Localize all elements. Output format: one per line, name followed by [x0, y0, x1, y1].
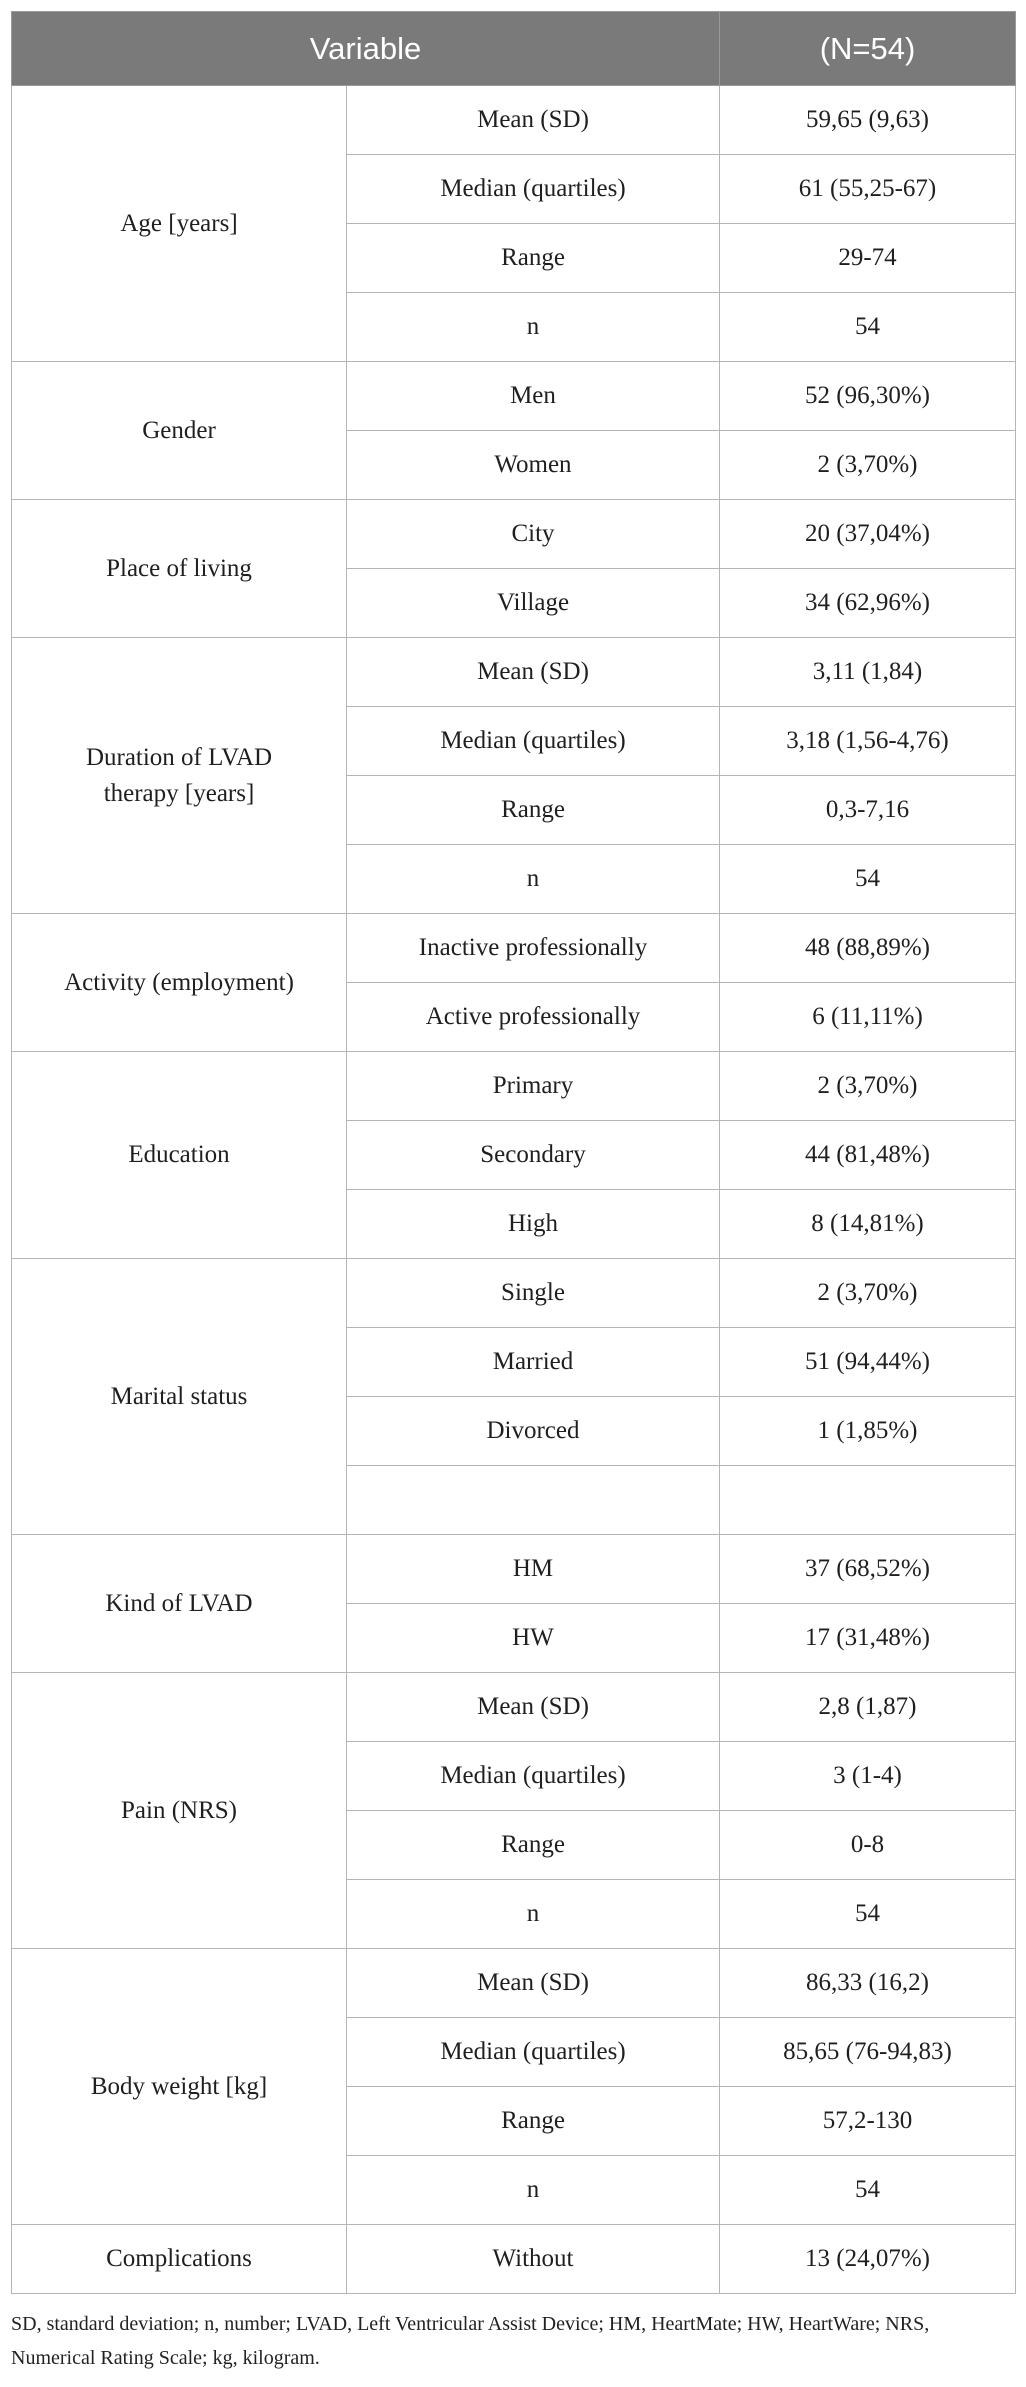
variable-group-cell: Education [12, 1052, 347, 1259]
header-sample-size: (N=54) [720, 12, 1016, 86]
statistic-value-cell: 3,18 (1,56-4,76) [720, 707, 1016, 776]
variable-group-cell: Body weight [kg] [12, 1949, 347, 2225]
statistic-value-cell: 2 (3,70%) [720, 1052, 1016, 1121]
statistic-label-cell: Secondary [347, 1121, 720, 1190]
statistic-label-cell: n [347, 845, 720, 914]
table-row [12, 2225, 1016, 2294]
statistic-value-cell: 29-74 [720, 224, 1016, 293]
statistic-label-cell: Single [347, 1259, 720, 1328]
variable-group-cell: Activity (employment) [12, 914, 347, 1052]
statistic-label-cell: Primary [347, 1052, 720, 1121]
statistic-value-cell: 52 (96,30%) [720, 362, 1016, 431]
statistic-value-cell: 54 [720, 1880, 1016, 1949]
statistic-value-cell: 3,11 (1,84) [720, 638, 1016, 707]
variable-group-cell: Complications [12, 2225, 347, 2294]
header-variable: Variable [12, 12, 720, 86]
statistic-value-cell: 0,3-7,16 [720, 776, 1016, 845]
statistic-value-cell: 17 (31,48%) [720, 1604, 1016, 1673]
statistic-value-cell: 54 [720, 845, 1016, 914]
variable-group-cell: Age [years] [12, 86, 347, 362]
demographics-table [11, 11, 1016, 2294]
statistic-value-cell: 2,8 (1,87) [720, 1673, 1016, 1742]
table-row [12, 1259, 1016, 1328]
statistic-value-cell: 54 [720, 2156, 1016, 2225]
table-row [12, 86, 1016, 155]
statistic-label-cell: Married [347, 1328, 720, 1397]
statistic-label-cell: Without [347, 2225, 720, 2294]
statistic-value-cell: 86,33 (16,2) [720, 1949, 1016, 2018]
statistic-label-cell: Mean (SD) [347, 638, 720, 707]
statistic-value-cell [720, 1466, 1016, 1535]
statistic-label-cell: Mean (SD) [347, 86, 720, 155]
statistic-label-cell: n [347, 2156, 720, 2225]
statistic-label-cell: Village [347, 569, 720, 638]
statistic-label-cell: HW [347, 1604, 720, 1673]
statistic-label-cell: Median (quartiles) [347, 707, 720, 776]
variable-group-cell: Place of living [12, 500, 347, 638]
statistic-value-cell: 0-8 [720, 1811, 1016, 1880]
statistic-value-cell: 3 (1-4) [720, 1742, 1016, 1811]
table-row [12, 1949, 1016, 2018]
statistic-label-cell: n [347, 293, 720, 362]
table-row [12, 1535, 1016, 1604]
statistic-value-cell: 1 (1,85%) [720, 1397, 1016, 1466]
statistic-value-cell: 44 (81,48%) [720, 1121, 1016, 1190]
statistic-label-cell: Women [347, 431, 720, 500]
statistic-label-cell: Range [347, 1811, 720, 1880]
variable-group-cell: Gender [12, 362, 347, 500]
statistic-value-cell: 20 (37,04%) [720, 500, 1016, 569]
statistic-label-cell: Mean (SD) [347, 1949, 720, 2018]
table-body [12, 86, 1016, 2294]
statistic-label-cell: Range [347, 224, 720, 293]
statistic-value-cell: 8 (14,81%) [720, 1190, 1016, 1259]
table-row [12, 1052, 1016, 1121]
statistic-label-cell: Median (quartiles) [347, 155, 720, 224]
demographics-table-container [11, 11, 1015, 2294]
statistic-label-cell: n [347, 1880, 720, 1949]
statistic-label-cell: City [347, 500, 720, 569]
statistic-label-cell: Range [347, 776, 720, 845]
variable-group-cell: Pain (NRS) [12, 1673, 347, 1949]
statistic-value-cell: 2 (3,70%) [720, 431, 1016, 500]
statistic-label-cell: HM [347, 1535, 720, 1604]
statistic-value-cell: 6 (11,11%) [720, 983, 1016, 1052]
table-row [12, 362, 1016, 431]
table-row [12, 914, 1016, 983]
statistic-label-cell: Median (quartiles) [347, 1742, 720, 1811]
table-row [12, 1673, 1016, 1742]
statistic-value-cell: 48 (88,89%) [720, 914, 1016, 983]
statistic-value-cell: 2 (3,70%) [720, 1259, 1016, 1328]
table-row [12, 500, 1016, 569]
statistic-label-cell: Median (quartiles) [347, 2018, 720, 2087]
statistic-label-cell: Active professionally [347, 983, 720, 1052]
statistic-label-cell: Men [347, 362, 720, 431]
statistic-value-cell: 51 (94,44%) [720, 1328, 1016, 1397]
variable-group-cell: Kind of LVAD [12, 1535, 347, 1673]
statistic-label-cell [347, 1466, 720, 1535]
statistic-label-cell: Mean (SD) [347, 1673, 720, 1742]
statistic-value-cell: 61 (55,25-67) [720, 155, 1016, 224]
table-footnote: SD, standard deviation; n, number; LVAD, Left Ventricular Assist Device; HM, HeartMate; HW, HeartWare; NRS, Numerical Rating Scale; kg, kilogram. [11, 2313, 930, 2369]
statistic-value-cell: 57,2-130 [720, 2087, 1016, 2156]
statistic-value-cell: 34 (62,96%) [720, 569, 1016, 638]
statistic-value-cell: 13 (24,07%) [720, 2225, 1016, 2294]
statistic-value-cell: 54 [720, 293, 1016, 362]
statistic-label-cell: High [347, 1190, 720, 1259]
statistic-label-cell: Divorced [347, 1397, 720, 1466]
variable-group-cell: Marital status [12, 1259, 347, 1535]
statistic-label-cell: Inactive professionally [347, 914, 720, 983]
statistic-value-cell: 37 (68,52%) [720, 1535, 1016, 1604]
statistic-value-cell: 85,65 (76-94,83) [720, 2018, 1016, 2087]
statistic-value-cell: 59,65 (9,63) [720, 86, 1016, 155]
table-row [12, 638, 1016, 707]
statistic-label-cell: Range [347, 2087, 720, 2156]
variable-group-cell: Duration of LVAD therapy [years] [12, 638, 347, 914]
table-header-row [12, 12, 1016, 86]
